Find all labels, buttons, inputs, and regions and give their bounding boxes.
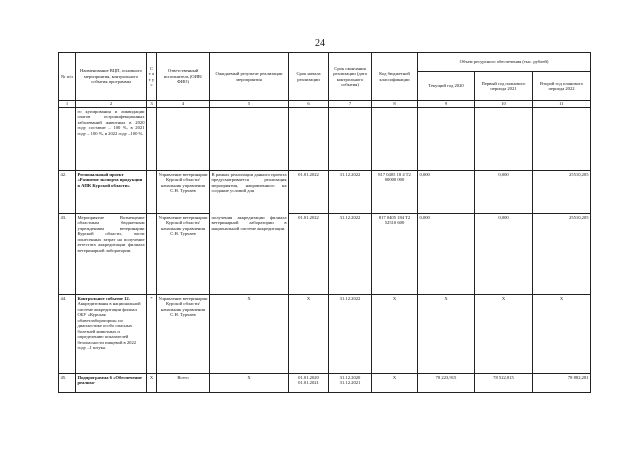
table-row <box>59 294 591 373</box>
row-start: 01.01.2022 <box>289 170 329 213</box>
row-v2022: 78 882,281 <box>533 373 591 392</box>
col-number: 9 <box>418 101 475 108</box>
row-end: 31.12.2022 <box>329 213 372 294</box>
col-number: 11 <box>533 101 591 108</box>
table-row <box>59 170 591 213</box>
row-responsible: Управление ветеринарии Курской области/ начальник управления С.Н. Турчаев <box>157 170 210 213</box>
row-status: Х <box>147 373 157 392</box>
header-start: Срок начала реализации <box>289 53 329 101</box>
header-budget-code: Код бюджетной классификации <box>372 53 418 101</box>
row-start <box>289 107 329 170</box>
row-responsible: Управление ветеринарии Курской области/ начальник управления С.Н. Турчаев <box>157 213 210 294</box>
col-number: 10 <box>475 101 533 108</box>
col-number: 4 <box>157 101 210 108</box>
row-expected: Х <box>210 373 289 392</box>
row-expected <box>210 107 289 170</box>
table-row <box>59 373 591 392</box>
col-number: 3 <box>147 101 157 108</box>
header-responsible: Ответственный исполнитель (ОИВ/ФИО) <box>157 53 210 101</box>
header-resources: Объем ресурсного обеспечения (тыс. рублей) <box>418 53 591 72</box>
row-start: 01.01.2022 <box>289 213 329 294</box>
row-name: го купирования и ликвидации очагов остроинфекционных заболеваний животных в 2020 году составит – 100 %, в 2021 году – 100 %, в 2022 году –100 %. <box>76 107 147 170</box>
row-code: 817 0405 18 4 T2 00000 000 <box>372 170 418 213</box>
row-code <box>372 107 418 170</box>
table-header-row <box>59 53 591 72</box>
header-end: Срок окончания реализации (дата контрольного события) <box>329 53 372 101</box>
row-end: 31.12.2022 <box>329 294 372 373</box>
row-status: * <box>147 294 157 373</box>
row-end: 31.12.2022 <box>329 170 372 213</box>
row-name-rest: Аккредитованы в национальной системе аккредитации филиал ОБУ «Курская облветлаборатория» по диагностике особо опасных болезней животных и определению показателей безопасности пищевой в 2022 году –1 штука. <box>77 301 141 350</box>
row-v2020 <box>418 107 475 170</box>
row-v2021 <box>475 107 533 170</box>
row-v2021: 0,000 <box>475 170 533 213</box>
table-row <box>59 107 591 170</box>
row-status <box>147 213 157 294</box>
col-number: 8 <box>372 101 418 108</box>
row-num: 42. <box>59 170 76 213</box>
header-name: Наименование ВЦП, основного мероприятия, контрольного события программы <box>76 53 147 101</box>
row-expected: В рамках реализации данного проекта предусматривается реализация мероприятия, направленного на создание условий для <box>210 170 289 213</box>
page-number: 24 <box>315 38 325 49</box>
header-expected: Ожидаемый результат реализации мероприятия <box>210 53 289 101</box>
row-name: Подпрограмма 6 «Обеспечение реализа- <box>76 373 147 392</box>
row-expected: получения аккредитации филиала ветеринарной лаборатории в национальной системе аккредитации. <box>210 213 289 294</box>
row-v2021: 78 522,815 <box>475 373 533 392</box>
row-code: Х <box>372 294 418 373</box>
row-status <box>147 107 157 170</box>
row-end <box>329 107 372 170</box>
header-num: № п/п <box>59 53 76 101</box>
table-row <box>59 213 591 294</box>
row-responsible: Управление ветеринарии Курской области/ начальник управления С.Н. Турчаев <box>157 294 210 373</box>
program-table <box>58 52 591 393</box>
row-v2020: 0,000 <box>418 170 475 213</box>
row-num: 43. <box>59 213 76 294</box>
row-v2022: Х <box>533 294 591 373</box>
row-code: Х <box>372 373 418 392</box>
row-v2021: 0,000 <box>475 213 533 294</box>
row-num: 45. <box>59 373 76 392</box>
row-v2021: Х <box>475 294 533 373</box>
col-number: 1 <box>59 101 76 108</box>
row-responsible <box>157 107 210 170</box>
row-name <box>76 294 147 373</box>
row-v2020: Х <box>418 294 475 373</box>
row-start: Х <box>289 294 329 373</box>
row-end: 31.12.2020 31.12.2021 <box>329 373 372 392</box>
row-num: 44. <box>59 294 76 373</box>
col-number: 5 <box>210 101 289 108</box>
header-current-year: Текущий год 2020 <box>418 72 475 101</box>
row-start: 01.01.2020 01.01.2021 <box>289 373 329 392</box>
row-v2020: 0,000 <box>418 213 475 294</box>
row-v2022 <box>533 107 591 170</box>
row-v2022: 25510,205 <box>533 213 591 294</box>
header-status: С т а т у с <box>147 53 157 101</box>
row-name-bold: Контрольное событие 12. <box>77 295 130 301</box>
col-number: 7 <box>329 101 372 108</box>
header-first-year: Первый год планового периода 2021 <box>475 72 533 101</box>
row-code: 817 0405 184 T2 52510 600 <box>372 213 418 294</box>
row-status <box>147 170 157 213</box>
row-v2020: 78 223,915 <box>418 373 475 392</box>
row-responsible: Всего <box>157 373 210 392</box>
col-number: 6 <box>289 101 329 108</box>
col-number: 2 <box>76 101 147 108</box>
header-second-year: Второй год планового периода 2022 <box>533 72 591 101</box>
row-expected: Х <box>210 294 289 373</box>
row-name: Региональный проект «Развитие экспорта продукции в АПК Курской области» <box>76 170 147 213</box>
row-name: Мероприятие Возмещение областным бюджетным учреждениям ветеринарии Курской области, части понесенных затрат на получение аттестата аккредитации филиала ветеринарной лаборатории. <box>76 213 147 294</box>
row-num <box>59 107 76 170</box>
row-v2022: 25510,205 <box>533 170 591 213</box>
